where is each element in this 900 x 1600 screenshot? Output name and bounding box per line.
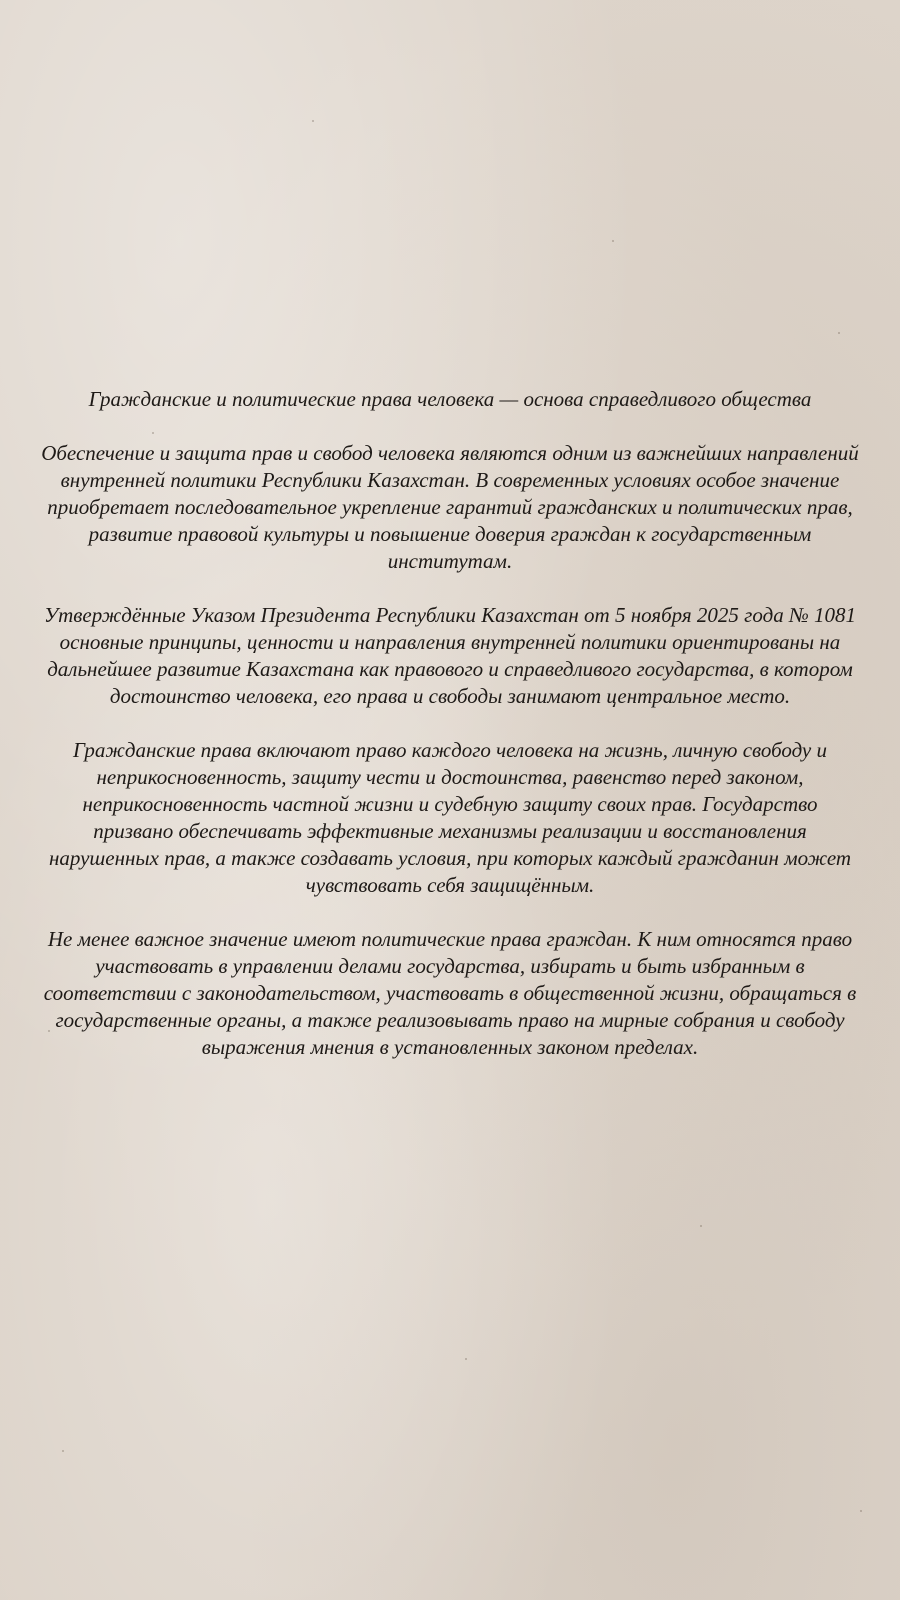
document-title: Гражданские и политические права человека — основа справедливого общества — [88, 387, 812, 411]
paragraph-civil-rights: Гражданские права включают право каждого человека на жизнь, личную свободу и неприкосновенность, защиту чести и достоинства, равенство перед законом, неприкосновенность частной жизни и судебную защиту своих прав. Государство призвано обеспечивать эффективные механизмы реализации и восстановления нарушенных прав, а также создавать условия, при которых каждый гражданин может чувствовать себя защищённым. — [48, 738, 852, 897]
paragraph-political-rights: Не менее важное значение имеют политические права граждан. К ним относятся право участвовать в управлении делами государства, избирать и быть избранным в соответствии с законодательством, участвовать в общественной жизни, обращаться в государственные органы, а также реализовывать право на мирные собрания и свободу выражения мнения в установленных законом пределах. — [43, 927, 857, 1059]
document-body — [40, 386, 860, 1088]
paragraph-decree: Утверждённые Указом Президента Республики Казахстан от 5 ноября 2025 года № 1081 основные принципы, ценности и направления внутренней политики ориентированы на дальнейшее развитие Казахстана как правового и справедливого государства, в котором достоинство человека, его права и свободы занимают центральное место. — [43, 603, 856, 708]
paragraph-intro: Обеспечение и защита прав и свобод человека являются одним из важнейших направлений внутренней политики Республики Казахстан. В современных условиях особое значение приобретает последовательное укрепление гарантий гражданских и политических прав, развитие правовой культуры и повышение доверия граждан к государственным институтам. — [41, 441, 859, 573]
